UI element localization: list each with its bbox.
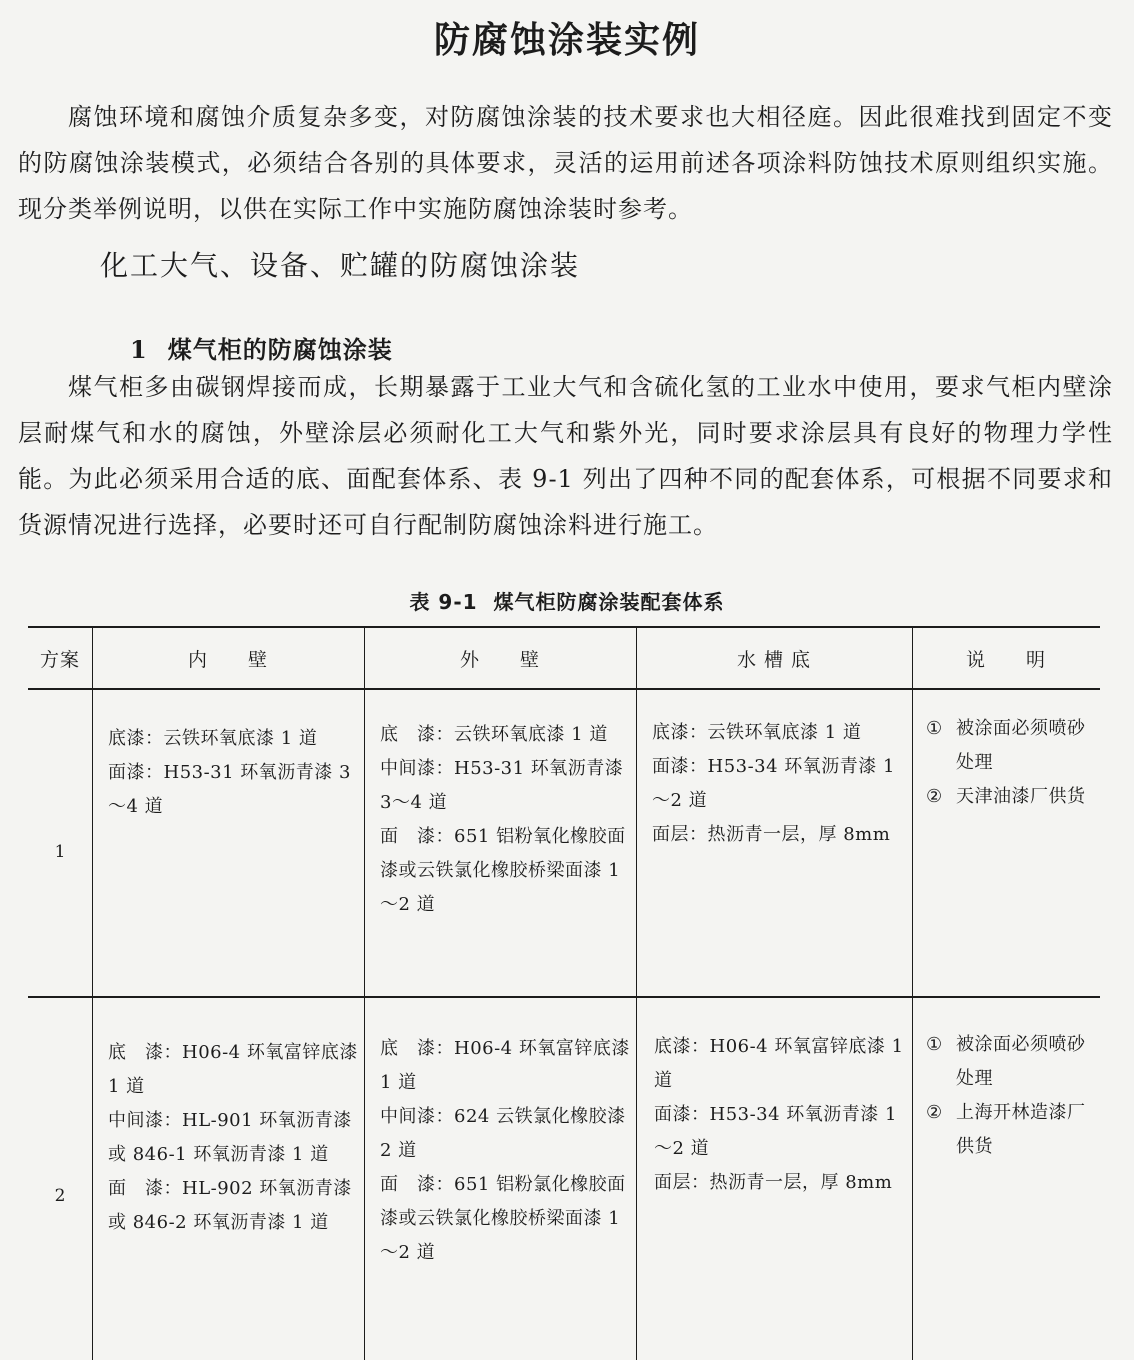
coating-item: 底 漆：云铁环氧底漆 1 道 bbox=[380, 724, 608, 745]
notes-cell bbox=[926, 712, 1096, 814]
header-outer-wall: 外 壁 bbox=[459, 649, 540, 671]
outer-wall-cell bbox=[380, 718, 630, 922]
table-row-divider bbox=[28, 996, 1100, 998]
column-divider bbox=[636, 626, 637, 1360]
coating-item: 面层：热沥青一层，厚 8mm bbox=[652, 824, 891, 845]
coating-item: 面 漆：HL-902 环氧沥青漆或 846-2 环氧沥青漆 1 道 bbox=[108, 1178, 352, 1233]
coating-item: 中间漆：624 云铁氯化橡胶漆 2 道 bbox=[380, 1106, 626, 1161]
subsection-paragraph: 煤气柜多由碳钢焊接而成，长期暴露于工业大气和含硫化氢的工业水中使用，要求气柜内壁涂层耐煤气和水的腐蚀，外壁涂层必须耐化工大气和紫外光，同时要求涂层具有良好的物理力学性能。为此必须采用合适的底、面配套体系、表 9-1 列出了四种不同的配套体系，可根据不同要求和货源情况进行选择，必要时还可自行配制防腐蚀涂料进行施工。 bbox=[18, 373, 1113, 539]
coating-item: 底漆：云铁环氧底漆 1 道 bbox=[652, 722, 862, 743]
scheme-number: 2 bbox=[54, 1186, 66, 1206]
tank-bottom-cell bbox=[652, 716, 908, 852]
table-caption bbox=[0, 586, 1134, 615]
header-tank-bottom: 水 槽 底 bbox=[736, 649, 812, 671]
column-divider bbox=[92, 626, 93, 1360]
header-scheme: 方案 bbox=[39, 649, 80, 671]
column-divider bbox=[364, 626, 365, 1360]
header-notes: 说 明 bbox=[965, 649, 1046, 671]
note-item: ② 上海开林造漆厂供货 bbox=[926, 1102, 1086, 1157]
scheme-number: 1 bbox=[54, 842, 66, 862]
outer-wall-cell bbox=[380, 1032, 630, 1270]
coating-item: 底 漆：H06-4 环氧富锌底漆 1 道 bbox=[380, 1038, 630, 1093]
coating-item: 中间漆：HL-901 环氧沥青漆或 846-1 环氧沥青漆 1 道 bbox=[108, 1110, 352, 1165]
inner-wall-cell bbox=[108, 1036, 360, 1240]
section-heading: 化工大气、设备、贮罐的防腐蚀涂装 bbox=[100, 249, 581, 282]
notes-cell bbox=[926, 1028, 1096, 1164]
page-title: 防腐蚀涂装实例 bbox=[433, 20, 700, 61]
subsection-heading bbox=[130, 330, 393, 365]
table-top-rule bbox=[28, 626, 1100, 628]
header-inner-wall: 内 壁 bbox=[187, 649, 268, 671]
coating-item: 面 漆：651 铝粉氯化橡胶面漆或云铁氯化橡胶桥梁面漆 1～2 道 bbox=[380, 1174, 626, 1263]
note-item: ① 被涂面必须喷砂处理 bbox=[926, 1034, 1086, 1089]
table-caption-title: 煤气柜防腐涂装配套体系 bbox=[493, 590, 725, 614]
note-item: ② 天津油漆厂供货 bbox=[926, 786, 1086, 807]
coating-item: 面层：热沥青一层，厚 8mm bbox=[654, 1172, 893, 1193]
inner-wall-cell bbox=[108, 722, 360, 824]
intro-paragraph: 腐蚀环境和腐蚀介质复杂多变，对防腐蚀涂装的技术要求也大相径庭。因此很难找到固定不变的防腐蚀涂装模式，必须结合各别的具体要求，灵活的运用前述各项涂料防蚀技术原则组织实施。现分类举例说明，以供在实际工作中实施防腐蚀涂装时参考。 bbox=[18, 103, 1113, 223]
coating-item: 面漆：H53-34 环氧沥青漆 1 ～2 道 bbox=[654, 1104, 897, 1159]
coating-system-table bbox=[28, 624, 1100, 1360]
coating-item: 面漆：H53-31 环氧沥青漆 3 ～4 道 bbox=[108, 762, 351, 817]
subsection-number: 1 bbox=[130, 335, 148, 364]
coating-item: 底 漆：H06-4 环氧富锌底漆 1 道 bbox=[108, 1042, 358, 1097]
coating-item: 底漆：云铁环氧底漆 1 道 bbox=[108, 728, 318, 749]
coating-item: 中间漆：H53-31 环氧沥青漆 3～4 道 bbox=[380, 758, 624, 813]
coating-item: 面漆：H53-34 环氧沥青漆 1 ～2 道 bbox=[652, 756, 895, 811]
coating-item: 底漆：H06-4 环氧富锌底漆 1 道 bbox=[654, 1036, 904, 1091]
column-divider bbox=[912, 626, 913, 1360]
tank-bottom-cell bbox=[654, 1030, 908, 1200]
coating-item: 面 漆：651 铝粉氧化橡胶面漆或云铁氯化橡胶桥梁面漆 1～2 道 bbox=[380, 826, 626, 915]
table-caption-number: 表 9-1 bbox=[409, 590, 478, 614]
table-header-rule bbox=[28, 688, 1100, 690]
subsection-title: 煤气柜的防腐蚀涂装 bbox=[167, 336, 393, 364]
note-item: ① 被涂面必须喷砂处理 bbox=[926, 718, 1086, 773]
